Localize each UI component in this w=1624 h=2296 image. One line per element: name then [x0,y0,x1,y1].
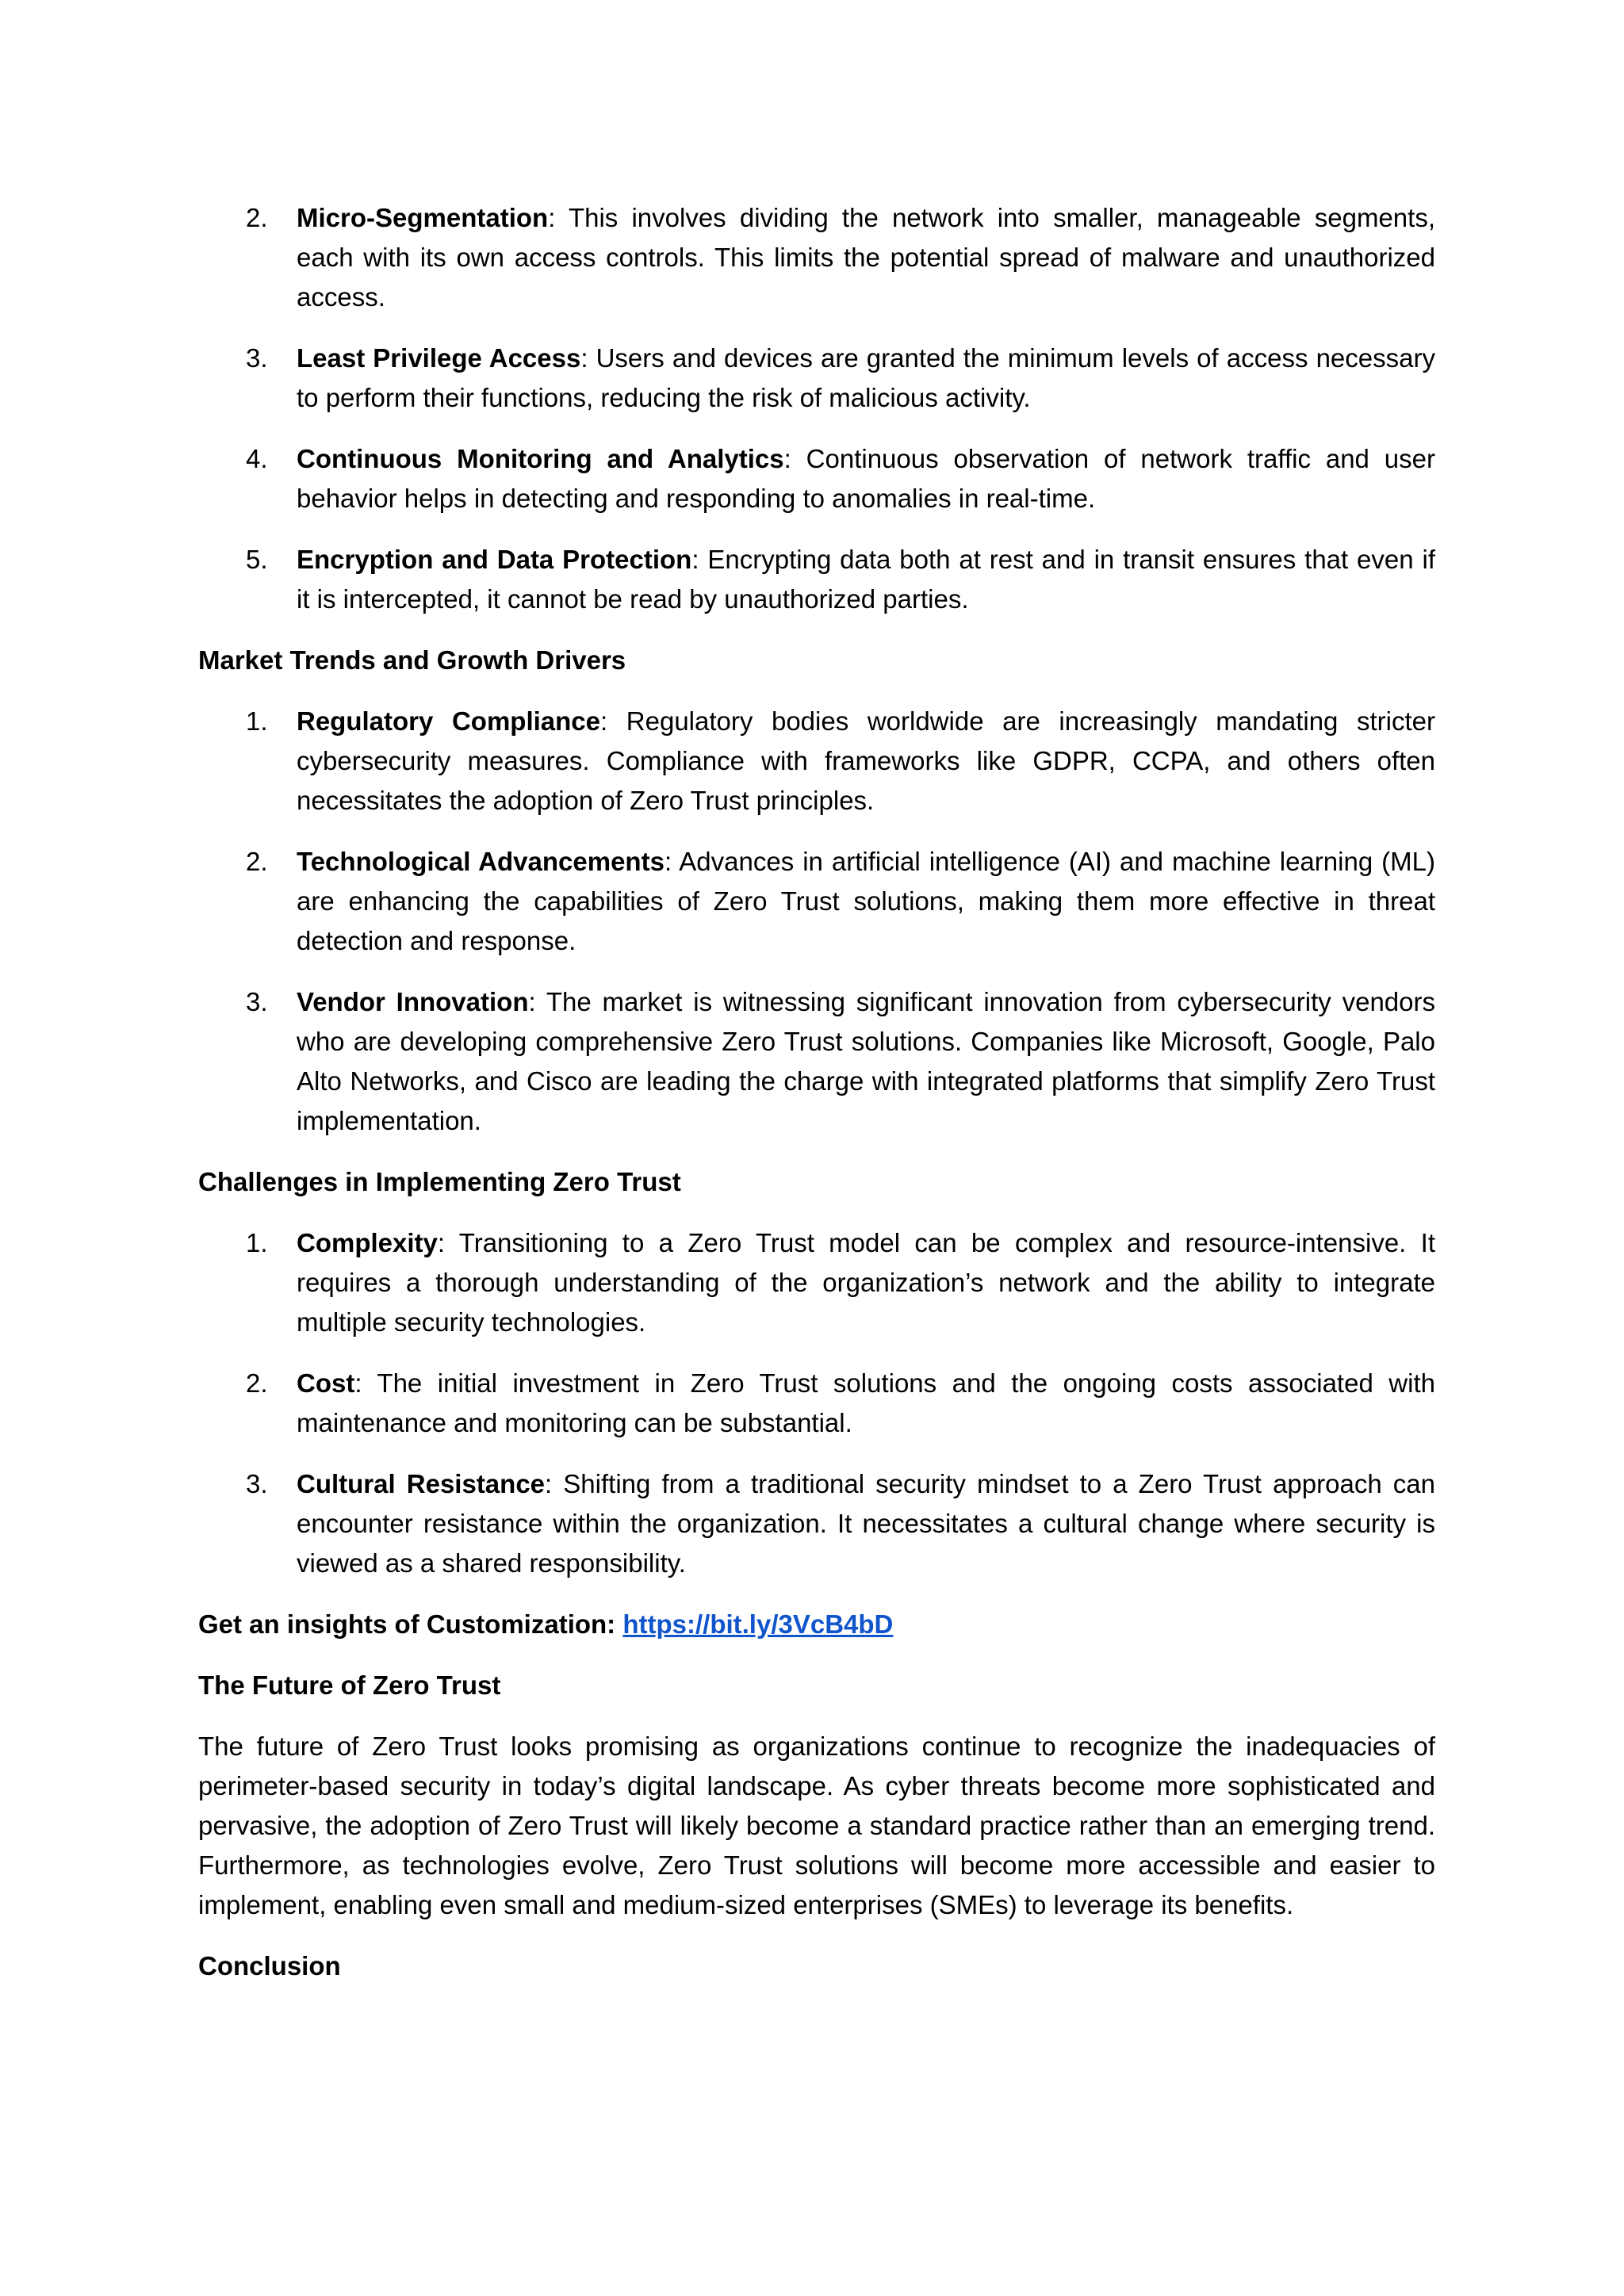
list-item [198,439,1435,519]
list-term: Continuous Monitoring and Analytics [297,444,784,473]
list-text: : This involves dividing the network into smaller, manageable segments, each with its own access controls. This limits the potential spread of malware and unauthorized access. [297,203,1435,312]
market-trends-heading: Market Trends and Growth Drivers [198,645,626,675]
list-text: : Shifting from a traditional security mindset to a Zero Trust approach can encounter resistance within the organization. It necessitates a cultural change where security is viewed as a shared responsibility. [297,1469,1435,1578]
list-item [198,1364,1435,1443]
list-term: Cultural Resistance [297,1469,546,1498]
list-term: Technological Advancements [297,847,665,876]
list-number: 3. [246,343,268,373]
customization-link[interactable]: https://bit.ly/3VcB4bD [622,1609,894,1639]
list-number: 3. [246,1469,268,1498]
list-item [198,540,1435,619]
list-item [198,1464,1435,1583]
list-number: 4. [246,444,268,473]
list-term: Cost [297,1368,355,1398]
list-item [198,702,1435,821]
list-item [198,198,1435,317]
list-item [198,339,1435,418]
list-text: : Regulatory bodies worldwide are increasingly mandating stricter cybersecurity measures. Compliance with frameworks like GDPR, CCPA, and others often necessitates the adoption of Zero Trust principles. [297,706,1435,815]
list-text: : The initial investment in Zero Trust solutions and the ongoing costs associated with maintenance and monitoring can be substantial. [297,1368,1435,1437]
customization-label: Get an insights of Customization: [198,1609,623,1639]
list-text: : Continuous observation of network traffic and user behavior helps in detecting and responding to anomalies in real-time. [297,444,1435,513]
list-term: Regulatory Compliance [297,706,601,736]
challenges-list [198,1223,1435,1583]
challenges-heading: Challenges in Implementing Zero Trust [198,1167,681,1196]
list-number: 3. [246,987,268,1016]
list-number: 1. [246,706,268,736]
list-term: Least Privilege Access [297,343,581,373]
list-number: 5. [246,545,268,574]
future-heading: The Future of Zero Trust [198,1670,501,1700]
list-text: : The market is witnessing significant innovation from cybersecurity vendors who are developing comprehensive Zero Trust solutions. Companies like Microsoft, Google, Palo Alto Networks, and Cisco are leading the charge with integrated platforms that simplify Zero Trust implementation. [297,987,1435,1135]
market-trends-list [198,702,1435,1141]
list-item [198,982,1435,1141]
list-term: Encryption and Data Protection [297,545,692,574]
future-paragraph: The future of Zero Trust looks promising as organizations continue to recognize the inadequacies of perimeter-based security in today’s digital landscape. As cyber threats become more sophisticated and pervasive, the adoption of Zero Trust will likely become a standard practice rather than an emerging trend. Furthermore, as technologies evolve, Zero Trust solutions will become more accessible and easier to implement, enabling even small and medium-sized enterprises (SMEs) to leverage its benefits. [198,1732,1435,1919]
list-number: 2. [246,1368,268,1398]
conclusion-heading: Conclusion [198,1951,341,1980]
list-term: Micro-Segmentation [297,203,549,232]
list-text: : Transitioning to a Zero Trust model can be complex and resource-intensive. It requires a thorough understanding of the organization’s network and the ability to integrate multiple security technologies. [297,1228,1435,1337]
document-page [198,198,1435,2007]
list-text: : Advances in artificial intelligence (AI) and machine learning (ML) are enhancing the capabilities of Zero Trust solutions, making them more effective in threat detection and response. [297,847,1435,955]
list-number: 2. [246,203,268,232]
list-item [198,1223,1435,1342]
list-term: Vendor Innovation [297,987,529,1016]
list-item [198,842,1435,961]
customization-line [198,1605,1435,1644]
list-number: 1. [246,1228,268,1257]
list-number: 2. [246,847,268,876]
principles-list [198,198,1435,619]
list-term: Complexity [297,1228,438,1257]
list-text: : Users and devices are granted the minimum levels of access necessary to perform their functions, reducing the risk of malicious activity. [297,343,1435,412]
list-text: : Encrypting data both at rest and in transit ensures that even if it is intercepted, it cannot be read by unauthorized parties. [297,545,1435,614]
